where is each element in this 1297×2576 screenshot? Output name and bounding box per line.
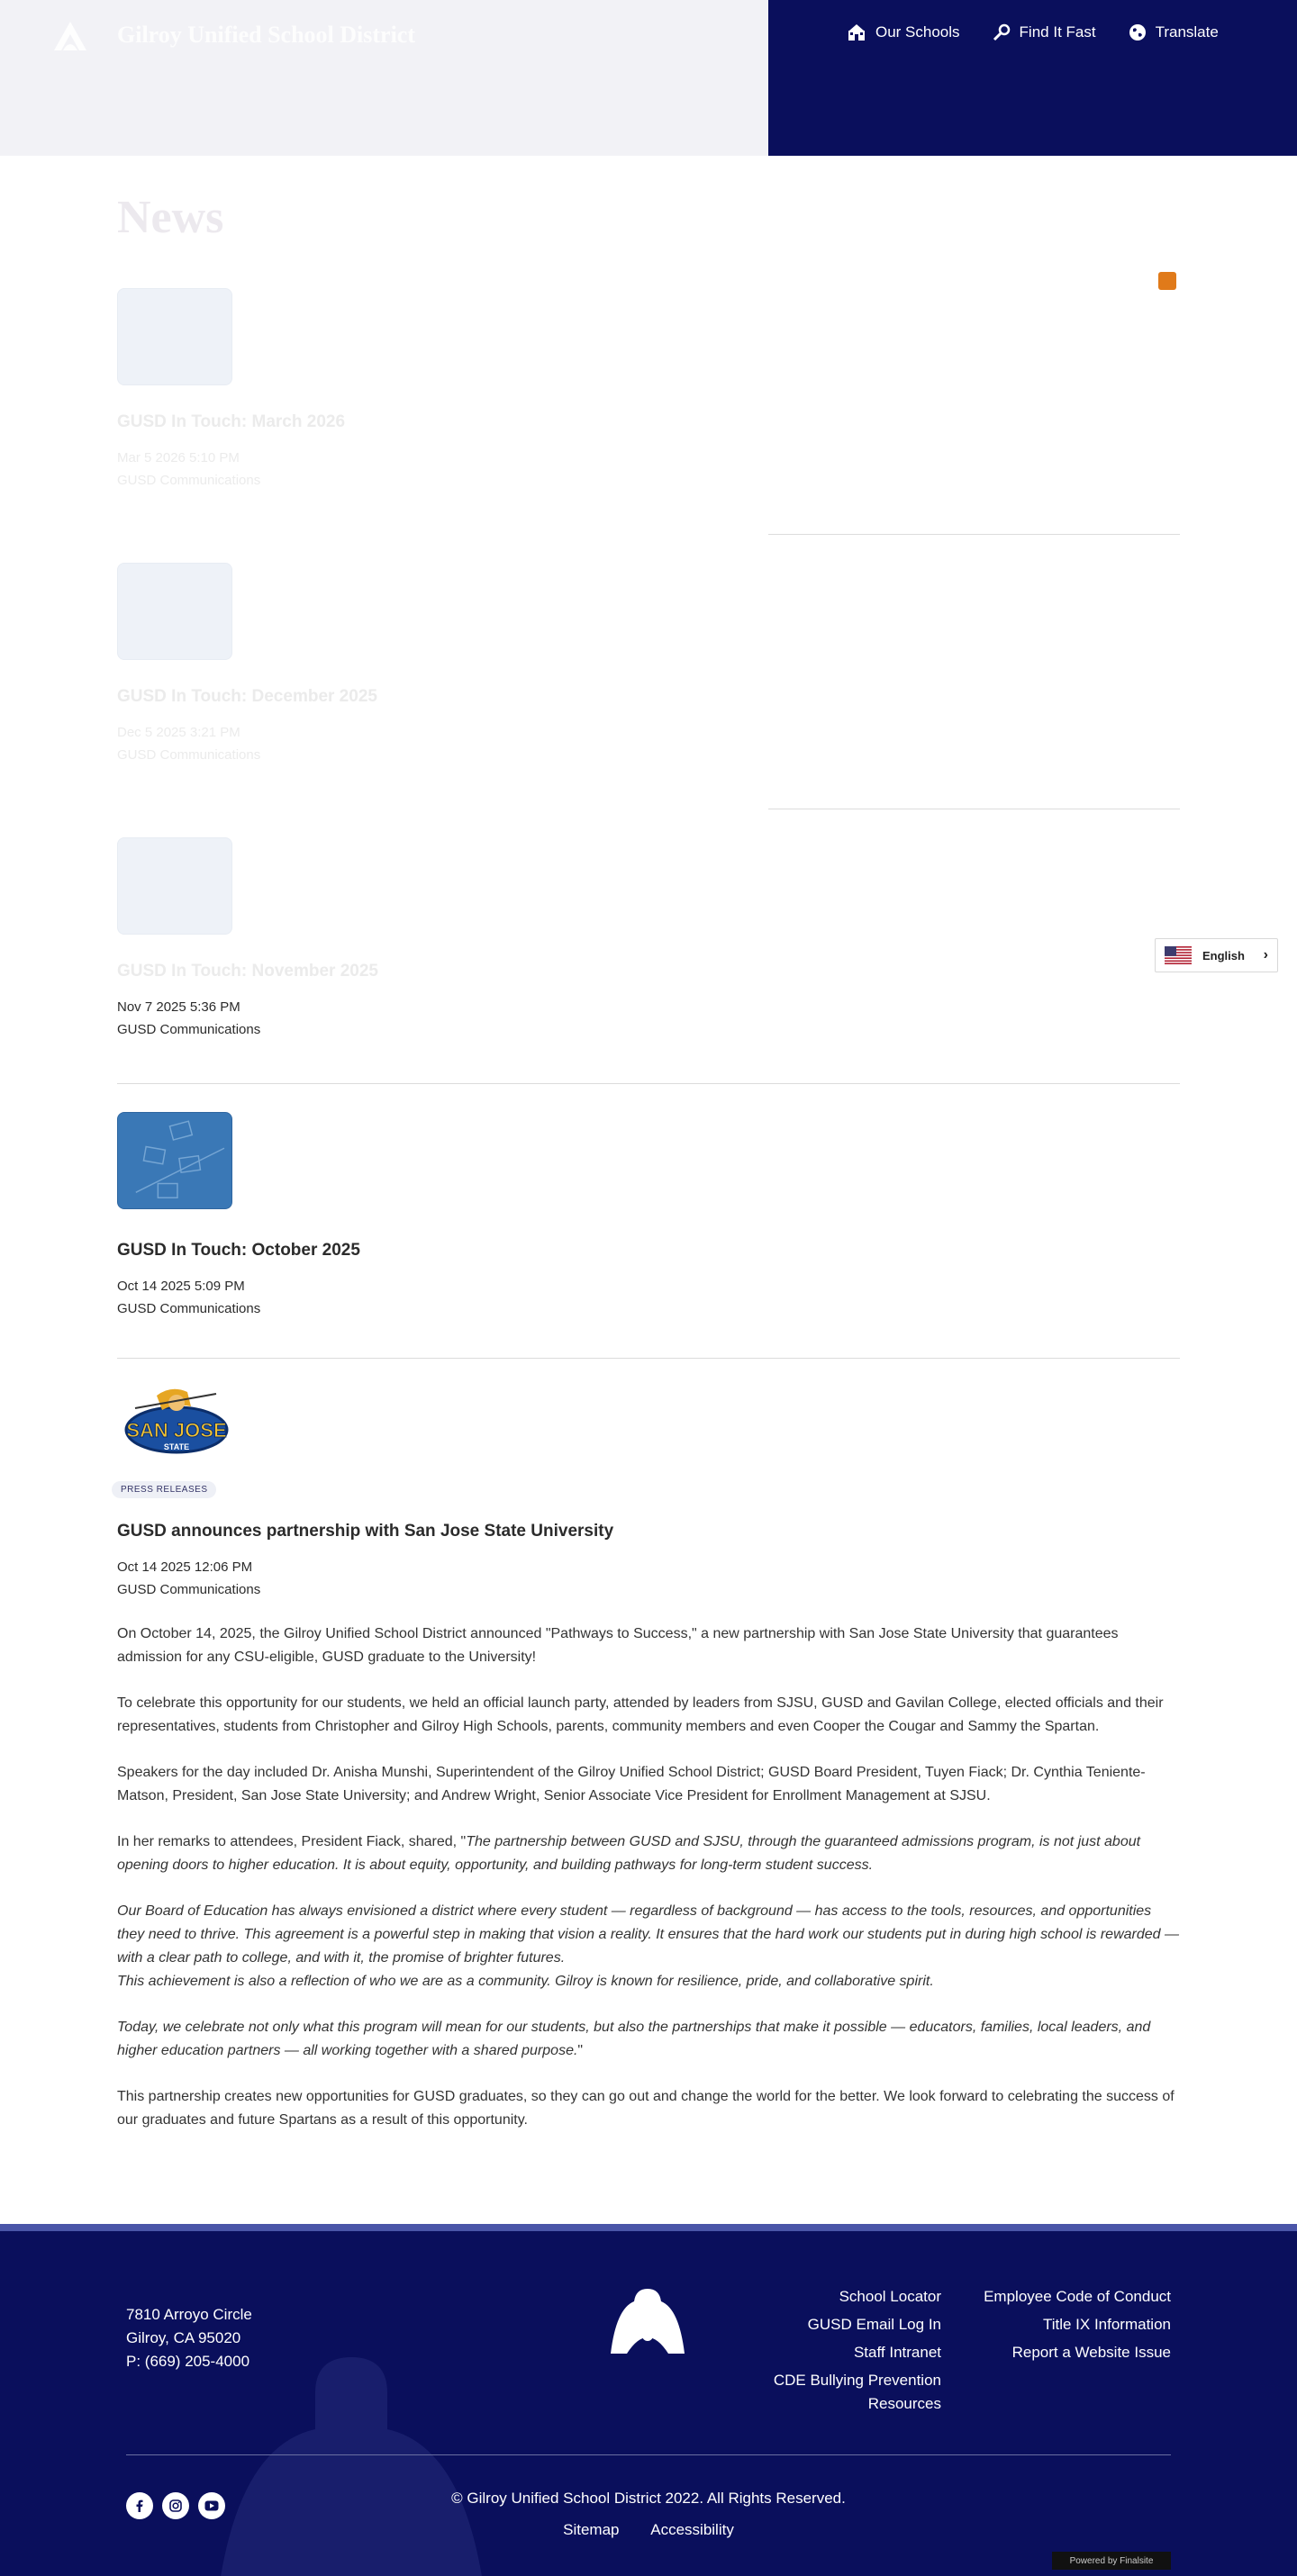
- news-item[interactable]: [117, 563, 1180, 763]
- article-paragraph: [117, 1900, 1182, 1993]
- footer-bell-logo-icon[interactable]: [600, 2285, 695, 2357]
- article-close-quote: ": [577, 2043, 584, 2058]
- news-divider: [117, 1358, 1180, 1359]
- school-building-icon: [847, 23, 866, 41]
- district-name[interactable]: Gilroy Unified School District: [117, 22, 416, 48]
- category-tag[interactable]: PRESS RELEASES: [112, 1481, 216, 1498]
- news-item[interactable]: [117, 1112, 1180, 1316]
- site-footer: [0, 2231, 1297, 2576]
- article-paragraph: Speakers for the day included Dr. Anisha Munshi, Superintendent of the Gilroy Unified School District; GUSD Board President, Tuyen Fiack; Dr. Cynthia Teniente-Matson, President, San Jose State University; and Andrew Wright, Senior Associate Vice President for Enrollment Management at SJSU.: [117, 1765, 1146, 1803]
- powered-by-label: Powered by Finalsite: [1069, 2555, 1154, 2566]
- news-title[interactable]: GUSD In Touch: December 2025: [117, 687, 377, 706]
- our-schools-link[interactable]: [847, 23, 960, 41]
- article-paragraph: To celebrate this opportunity for our students, we held an official launch party, attended by leaders from SJSU, GUSD and Gavilan College, elected officials and their representatives, students from Christopher and Gilroy High Schools, parents, community members and even Cooper the Cougar and Sammy the Spartan.: [117, 1695, 1164, 1734]
- footer-link[interactable]: GUSD Email Log In: [807, 2316, 941, 2333]
- article-quote: Our Board of Education has always envisioned a district where every student — regardless of background — has access to the tools, resources, and opportunities they need to thrive. This agreement is a powerful step in making that vision a reality. It ensures that the hard work our students put in during high school is rewarded — with a clear path to college, and with it, the promise of brighter futures.: [117, 1903, 1179, 1966]
- page-title: News: [117, 192, 224, 243]
- article-quote: Today, we celebrate not only what this program will mean for our students, but also the partnerships that make it possible — educators, families, local leaders, and higher education partners — all working together with a shared purpose.: [117, 2020, 1151, 2058]
- article-paragraph: [117, 1830, 1182, 1877]
- news-date: Nov 7 2025 5:36 PM: [117, 999, 240, 1015]
- footer-link[interactable]: Staff Intranet: [853, 2344, 941, 2361]
- footer-bottom-links: [0, 2521, 1297, 2539]
- search-key-icon: [993, 23, 1011, 41]
- news-item[interactable]: [117, 288, 1180, 488]
- translate-link[interactable]: [1129, 23, 1219, 41]
- news-thumbnail[interactable]: [117, 288, 232, 385]
- news-item[interactable]: [117, 837, 1180, 1037]
- sitemap-link[interactable]: Sitemap: [563, 2521, 620, 2538]
- footer-link[interactable]: School Locator: [839, 2288, 941, 2305]
- news-date: Dec 5 2025 3:21 PM: [117, 725, 240, 740]
- footer-address: [126, 2303, 252, 2373]
- footer-divider: [126, 2454, 1171, 2455]
- news-title[interactable]: GUSD announces partnership with San Jose State University: [117, 1522, 614, 1541]
- copyright-text: © Gilroy Unified School District 2022. All Rights Reserved.: [451, 2490, 846, 2507]
- sjsu-logo-subtext: STATE: [163, 1442, 190, 1451]
- article-paragraph: This partnership creates new opportunities for GUSD graduates, so they can go out and change the world for the better. We look forward to celebrating the success of our graduates and future Spartans as a result of this opportunity.: [117, 2089, 1175, 2128]
- article-quote: The partnership between GUSD and SJSU, through the guaranteed admissions program, is not just about opening doors to higher education. It is about equity, opportunity, and building pathways for long-term student success.: [117, 1834, 1141, 1873]
- news-thumbnail[interactable]: [117, 563, 232, 660]
- district-logo-icon[interactable]: [50, 20, 90, 52]
- bell-watermark-icon: [180, 2339, 522, 2576]
- news-thumbnail[interactable]: [117, 837, 232, 935]
- article-body: [117, 1622, 1182, 2155]
- news-date: Mar 5 2026 5:10 PM: [117, 450, 240, 465]
- alert-bell-icon[interactable]: [1158, 272, 1176, 290]
- footer-link[interactable]: CDE Bullying Prevention Resources: [773, 2372, 941, 2412]
- language-label: English: [1202, 948, 1245, 963]
- news-item[interactable]: [117, 1383, 1180, 1597]
- footer-links-primary: [761, 2285, 941, 2420]
- footer-link[interactable]: Employee Code of Conduct: [984, 2288, 1171, 2305]
- news-divider: [117, 1083, 1180, 1084]
- accessibility-link[interactable]: Accessibility: [650, 2521, 734, 2538]
- news-title[interactable]: GUSD In Touch: March 2026: [117, 412, 346, 431]
- translate-label: Translate: [1155, 23, 1219, 41]
- news-author: GUSD Communications: [117, 1022, 261, 1037]
- site-header: [0, 0, 1297, 156]
- article-paragraph: On October 14, 2025, the Gilroy Unified School District announced "Pathways to Success," a new partnership with San Jose State University that guarantees admission for any CSU-eligible, GUSD graduate to the University!: [117, 1626, 1119, 1665]
- article-paragraph: [117, 2016, 1182, 2063]
- news-divider: [768, 534, 1180, 535]
- news-author: GUSD Communications: [117, 1301, 261, 1316]
- article-quote: This achievement is also a reflection of who we are as a community. Gilroy is known for resilience, pride, and collaborative spirit.: [117, 1974, 934, 1989]
- news-author: GUSD Communications: [117, 473, 261, 488]
- chevron-right-icon: ›: [1263, 947, 1268, 963]
- powered-by-badge[interactable]: [1052, 2552, 1171, 2570]
- find-it-fast-label: Find It Fast: [1019, 23, 1096, 41]
- footer-accent-band: [0, 2224, 1297, 2231]
- language-selector[interactable]: [1155, 938, 1278, 972]
- footer-link[interactable]: Title IX Information: [1042, 2316, 1171, 2333]
- address-line: Gilroy, CA 95020: [126, 2329, 241, 2346]
- us-flag-icon: [1165, 946, 1192, 964]
- news-author: GUSD Communications: [117, 1582, 261, 1597]
- sjsu-logo[interactable]: [117, 1383, 234, 1464]
- article-lead: In her remarks to attendees, President Fiack, shared, ": [117, 1834, 467, 1849]
- find-it-fast-link[interactable]: [993, 23, 1096, 41]
- news-date: Oct 14 2025 12:06 PM: [117, 1559, 253, 1575]
- utility-nav: [847, 23, 1251, 41]
- our-schools-label: Our Schools: [875, 23, 960, 41]
- globe-icon: [1129, 23, 1147, 41]
- sjsu-logo-text: SAN JOSE: [126, 1419, 227, 1442]
- phone-number[interactable]: P: (669) 205-4000: [126, 2353, 250, 2370]
- news-title[interactable]: GUSD In Touch: November 2025: [117, 962, 378, 981]
- news-author: GUSD Communications: [117, 747, 261, 763]
- address-line: 7810 Arroyo Circle: [126, 2306, 252, 2323]
- news-date: Oct 14 2025 5:09 PM: [117, 1279, 245, 1294]
- news-title[interactable]: GUSD In Touch: October 2025: [117, 1241, 360, 1260]
- newsletter-thumbnail[interactable]: [117, 1112, 232, 1209]
- footer-links-secondary: [984, 2285, 1171, 2369]
- footer-link[interactable]: Report a Website Issue: [1011, 2344, 1171, 2361]
